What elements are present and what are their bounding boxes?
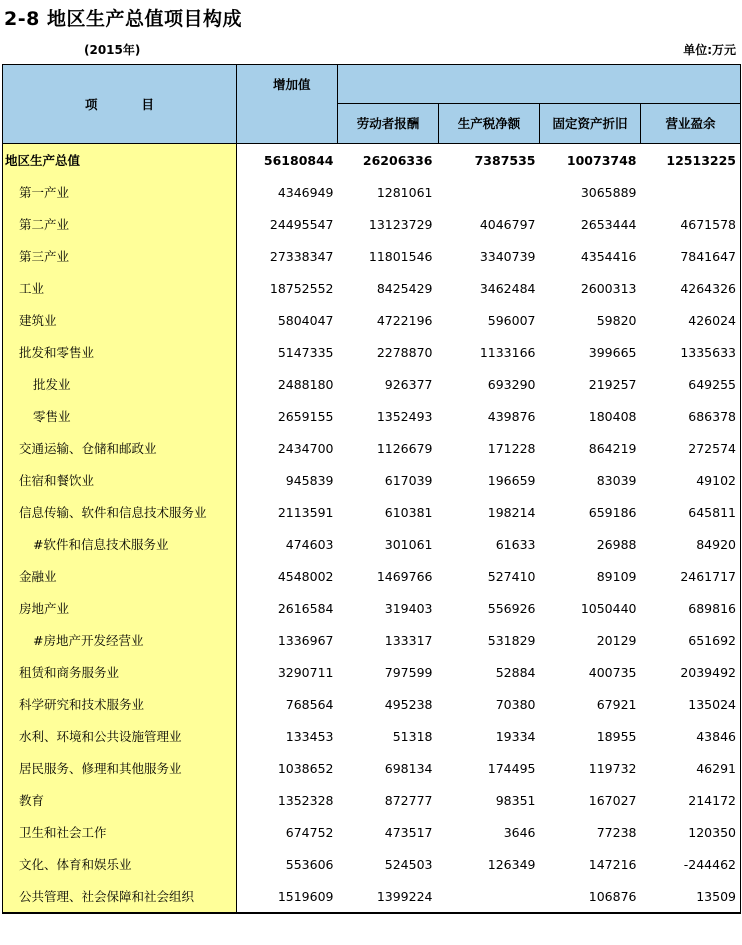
cell-value: 495238	[384, 696, 433, 712]
cell-value: 524503	[384, 856, 433, 872]
row-label: 教育	[3, 784, 237, 816]
cell-value: 1469766	[376, 568, 433, 584]
cell-value: 26206336	[338, 144, 439, 177]
table-row	[3, 592, 741, 624]
row-label: 信息传输、软件和信息技术服务业	[3, 496, 237, 528]
header-top-blank	[338, 65, 741, 104]
cell-value: 126349	[487, 856, 536, 872]
header-item: 项目	[3, 65, 237, 144]
cell-value: 2278870	[376, 344, 433, 360]
row-label: 卫生和社会工作	[3, 816, 237, 848]
cell-value: 27338347	[269, 248, 334, 264]
cell-value: 4046797	[479, 216, 536, 232]
cell-value: 319403	[384, 600, 433, 616]
cell-value: 473517	[384, 824, 433, 840]
table-row	[3, 304, 741, 336]
cell-value: 26988	[596, 536, 637, 552]
cell-value: 98351	[495, 792, 536, 808]
cell-value: 43846	[696, 728, 736, 744]
row-label: 工业	[3, 272, 237, 304]
cell-value: 674752	[285, 824, 334, 840]
cell-value: 214172	[688, 792, 736, 808]
cell-value: 926377	[384, 376, 433, 392]
cell-value: 89109	[596, 568, 637, 584]
cell-value: 11801546	[368, 248, 433, 264]
table-row	[3, 240, 741, 272]
row-label: 公共管理、社会保障和社会组织	[3, 880, 237, 913]
cell-value: 3462484	[479, 280, 536, 296]
cell-value: 617039	[384, 472, 433, 488]
cell-value: 2039492	[680, 664, 736, 680]
row-label: 第一产业	[3, 176, 237, 208]
cell-value: 133453	[285, 728, 334, 744]
cell-value: 1281061	[376, 184, 433, 200]
cell-value: 70380	[495, 696, 536, 712]
cell-value: 4548002	[277, 568, 334, 584]
cell-value: 5147335	[277, 344, 334, 360]
cell-value	[439, 880, 540, 913]
cell-value: 1050440	[580, 600, 637, 616]
cell-value: 167027	[588, 792, 637, 808]
table-row	[3, 144, 741, 177]
cell-value: 945839	[285, 472, 334, 488]
cell-value: 20129	[596, 632, 637, 648]
cell-value: 18752552	[269, 280, 334, 296]
table-row	[3, 720, 741, 752]
table-row	[3, 880, 741, 913]
cell-value: 1399224	[376, 888, 433, 904]
cell-value: 698134	[384, 760, 433, 776]
table-row	[3, 528, 741, 560]
cell-value: 651692	[688, 632, 736, 648]
table-row	[3, 176, 741, 208]
cell-value: 4354416	[580, 248, 637, 264]
cell-value: 84920	[696, 536, 736, 552]
row-label: 第三产业	[3, 240, 237, 272]
cell-value: 645811	[688, 504, 736, 520]
cell-value: 135024	[688, 696, 736, 712]
cell-value: 693290	[487, 376, 536, 392]
cell-value: 439876	[487, 408, 536, 424]
header-labor-compensation: 劳动者报酬	[338, 103, 439, 143]
cell-value: 10073748	[540, 144, 641, 177]
cell-value: 2434700	[277, 440, 334, 456]
cell-value: 18955	[596, 728, 637, 744]
cell-value: 768564	[285, 696, 334, 712]
table-row	[3, 752, 741, 784]
cell-value: 51318	[392, 728, 433, 744]
cell-value: 659186	[588, 504, 637, 520]
cell-value: 3646	[503, 824, 536, 840]
cell-value: 649255	[688, 376, 736, 392]
header-net-production-tax: 生产税净额	[439, 103, 540, 143]
cell-value: 12513225	[641, 144, 741, 177]
cell-value: 24495547	[269, 216, 334, 232]
cell-value: 13509	[696, 888, 736, 904]
cell-value: 400735	[588, 664, 637, 680]
row-label: 零售业	[3, 400, 237, 432]
cell-value: 83039	[596, 472, 637, 488]
cell-value: 2488180	[277, 376, 334, 392]
cell-value	[439, 176, 540, 208]
header-fixed-asset-depreciation: 固定资产折旧	[540, 103, 641, 143]
row-label: 房地产业	[3, 592, 237, 624]
cell-value: 180408	[588, 408, 637, 424]
cell-value: 1352493	[376, 408, 433, 424]
cell-value: 689816	[688, 600, 736, 616]
year-subtitle: (2015年)	[84, 43, 141, 57]
table-row	[3, 816, 741, 848]
row-label: 居民服务、修理和其他服务业	[3, 752, 237, 784]
cell-value: 3340739	[479, 248, 536, 264]
row-label: 金融业	[3, 560, 237, 592]
cell-value: 2653444	[580, 216, 637, 232]
cell-value: 301061	[384, 536, 433, 552]
cell-value: 527410	[487, 568, 536, 584]
row-label: 文化、体育和娱乐业	[3, 848, 237, 880]
cell-value: 147216	[588, 856, 637, 872]
table-row	[3, 688, 741, 720]
table-row	[3, 336, 741, 368]
cell-value: 56180844	[237, 144, 338, 177]
row-label: 租赁和商务服务业	[3, 656, 237, 688]
cell-value: 13123729	[368, 216, 433, 232]
cell-value: 2600313	[580, 280, 637, 296]
cell-value: 77238	[596, 824, 637, 840]
cell-value: 610381	[384, 504, 433, 520]
unit-label: 单位:万元	[683, 43, 736, 57]
cell-value: 556926	[487, 600, 536, 616]
cell-value: 52884	[495, 664, 536, 680]
row-label: #房地产开发经营业	[3, 624, 237, 656]
cell-value	[641, 176, 741, 208]
cell-value: 19334	[495, 728, 536, 744]
gdp-composition-table	[2, 64, 741, 914]
cell-value: 8425429	[376, 280, 433, 296]
cell-value: 426024	[688, 312, 736, 328]
cell-value: 1352328	[277, 792, 334, 808]
cell-value: 119732	[588, 760, 637, 776]
cell-value: 3065889	[580, 184, 637, 200]
row-label: 住宿和餐饮业	[3, 464, 237, 496]
table-row	[3, 464, 741, 496]
cell-value: 46291	[696, 760, 736, 776]
row-label: 第二产业	[3, 208, 237, 240]
table-row	[3, 784, 741, 816]
cell-value: 2113591	[277, 504, 334, 520]
cell-value: -244462	[683, 856, 736, 872]
row-label: #软件和信息技术服务业	[3, 528, 237, 560]
cell-value: 49102	[696, 472, 736, 488]
cell-value: 120350	[688, 824, 736, 840]
row-label: 批发业	[3, 368, 237, 400]
row-label: 科学研究和技术服务业	[3, 688, 237, 720]
table-row	[3, 368, 741, 400]
cell-value: 61633	[495, 536, 536, 552]
cell-value: 196659	[487, 472, 536, 488]
cell-value: 1519609	[277, 888, 334, 904]
cell-value: 106876	[588, 888, 637, 904]
row-label: 水利、环境和公共设施管理业	[3, 720, 237, 752]
table-row	[3, 400, 741, 432]
cell-value: 872777	[384, 792, 433, 808]
cell-value: 7387535	[439, 144, 540, 177]
cell-value: 864219	[588, 440, 637, 456]
cell-value: 272574	[688, 440, 736, 456]
cell-value: 797599	[384, 664, 433, 680]
table-row	[3, 208, 741, 240]
cell-value: 596007	[487, 312, 536, 328]
row-label: 地区生产总值	[3, 144, 237, 177]
cell-value: 4346949	[277, 184, 334, 200]
cell-value: 399665	[588, 344, 637, 360]
row-label: 批发和零售业	[3, 336, 237, 368]
cell-value: 3290711	[277, 664, 334, 680]
table-row	[3, 624, 741, 656]
cell-value: 133317	[384, 632, 433, 648]
cell-value: 4722196	[376, 312, 433, 328]
cell-value: 2659155	[277, 408, 334, 424]
header-added-value: 增加值	[237, 65, 338, 104]
table-row	[3, 432, 741, 464]
cell-value: 686378	[688, 408, 736, 424]
cell-value: 219257	[588, 376, 637, 392]
cell-value: 174495	[487, 760, 536, 776]
page-title: 2-8 地区生产总值项目构成	[4, 8, 242, 30]
cell-value: 198214	[487, 504, 536, 520]
cell-value: 2616584	[277, 600, 334, 616]
cell-value: 59820	[596, 312, 637, 328]
cell-value: 4264326	[680, 280, 736, 296]
table-row	[3, 560, 741, 592]
cell-value: 553606	[285, 856, 334, 872]
cell-value: 171228	[487, 440, 536, 456]
table-row	[3, 496, 741, 528]
cell-value: 2461717	[680, 568, 736, 584]
cell-value: 531829	[487, 632, 536, 648]
cell-value: 474603	[285, 536, 334, 552]
header-added-value-lower	[237, 103, 338, 143]
cell-value: 5804047	[277, 312, 334, 328]
header-operating-surplus: 营业盈余	[641, 103, 741, 143]
cell-value: 1335633	[680, 344, 736, 360]
table-row	[3, 272, 741, 304]
table-row	[3, 848, 741, 880]
cell-value: 1038652	[277, 760, 334, 776]
row-label: 交通运输、仓储和邮政业	[3, 432, 237, 464]
cell-value: 1336967	[277, 632, 334, 648]
cell-value: 4671578	[680, 216, 736, 232]
cell-value: 1126679	[376, 440, 433, 456]
cell-value: 7841647	[680, 248, 736, 264]
row-label: 建筑业	[3, 304, 237, 336]
cell-value: 67921	[596, 696, 637, 712]
cell-value: 1133166	[479, 344, 536, 360]
table-row	[3, 656, 741, 688]
